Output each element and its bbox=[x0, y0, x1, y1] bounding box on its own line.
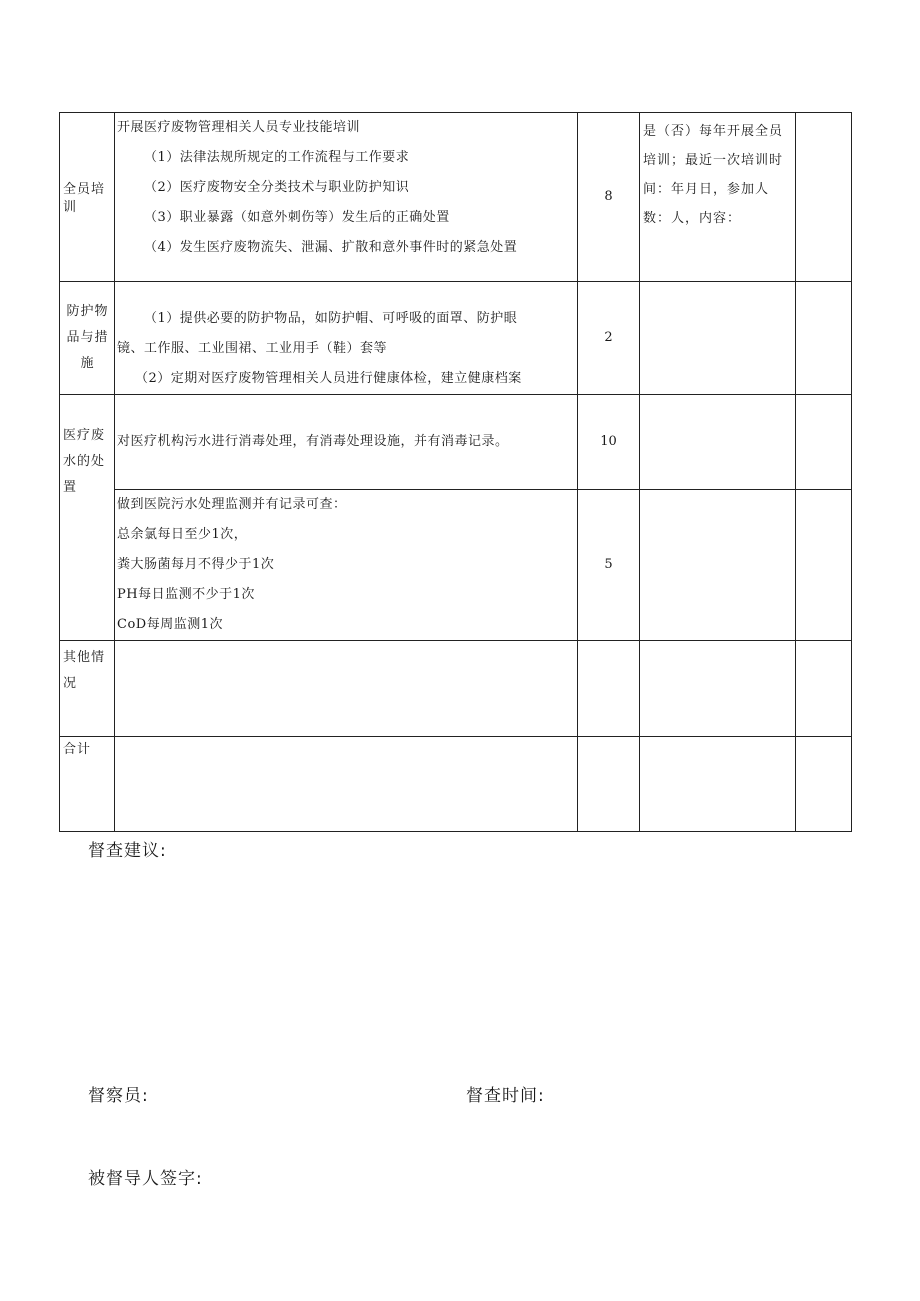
content-cell bbox=[115, 395, 578, 490]
score-cell: 10 bbox=[578, 395, 640, 490]
content-line: CoD每周监测1次 bbox=[117, 617, 223, 632]
category-cell: 防护物品与措施 bbox=[60, 282, 115, 395]
category-cell: 医疗废水的处置 bbox=[60, 395, 115, 641]
score-cell: 5 bbox=[578, 490, 640, 641]
inspection-table bbox=[59, 112, 852, 832]
result-cell bbox=[796, 490, 852, 641]
content-line: 镜、工作服、工业围裙、工业用手（鞋）套等 bbox=[117, 341, 388, 356]
result-cell bbox=[796, 395, 852, 490]
category-cell: 全员培训 bbox=[60, 113, 115, 282]
content-cell bbox=[115, 641, 578, 737]
note-cell bbox=[640, 490, 796, 641]
inspector-label: 督察员: bbox=[88, 1086, 149, 1106]
row-protection bbox=[60, 282, 852, 395]
suggestion-label: 督查建议: bbox=[88, 841, 167, 861]
content-cell bbox=[115, 282, 578, 395]
score-cell bbox=[578, 641, 640, 737]
content-line: （2）定期对医疗废物管理相关人员进行健康体检，建立健康档案 bbox=[135, 371, 522, 386]
category-cell: 其他情况 bbox=[60, 641, 115, 737]
inspection-time-label: 督查时间: bbox=[466, 1086, 545, 1106]
row-other bbox=[60, 641, 852, 737]
result-cell bbox=[796, 641, 852, 737]
content-line: 开展医疗废物管理相关人员专业技能培训 bbox=[117, 120, 361, 135]
content-line: （2）医疗废物安全分类技术与职业防护知识 bbox=[144, 180, 410, 195]
content-line: 粪大肠菌每月不得少于1次 bbox=[117, 557, 275, 572]
result-cell bbox=[796, 737, 852, 832]
row-monitoring bbox=[60, 490, 852, 641]
signature-label: 被督导人签字: bbox=[88, 1169, 203, 1189]
category-cell: 合计 bbox=[60, 737, 115, 832]
content-line: PH每日监测不少于1次 bbox=[117, 587, 255, 602]
row-total bbox=[60, 737, 852, 832]
content-line: （1）法律法规所规定的工作流程与工作要求 bbox=[144, 150, 410, 165]
result-cell bbox=[796, 282, 852, 395]
content-cell bbox=[115, 113, 578, 282]
score-cell bbox=[578, 737, 640, 832]
content-line: （3）职业暴露（如意外刺伤等）发生后的正确处置 bbox=[144, 210, 450, 225]
content-line: 做到医院污水处理监测并有记录可查： bbox=[117, 497, 347, 512]
note-cell bbox=[640, 737, 796, 832]
note-cell: 是（否）每年开展全员培训；最近一次培训时间：年月日，参加人数：人，内容： bbox=[640, 113, 796, 282]
row-training bbox=[60, 113, 852, 282]
content-line: （1）提供必要的防护物品，如防护帽、可呼吸的面罩、防护眼 bbox=[144, 311, 518, 326]
note-cell bbox=[640, 395, 796, 490]
content-cell bbox=[115, 737, 578, 832]
content-line: 对医疗机构污水进行消毒处理，有消毒处理设施，并有消毒记录。 bbox=[117, 434, 509, 449]
content-cell bbox=[115, 490, 578, 641]
content-line: （4）发生医疗废物流失、泄漏、扩散和意外事件时的紧急处置 bbox=[144, 240, 518, 255]
content-line: 总余氯每日至少1次， bbox=[117, 527, 248, 542]
note-cell bbox=[640, 282, 796, 395]
row-wastewater bbox=[60, 395, 852, 490]
result-cell bbox=[796, 113, 852, 282]
note-cell bbox=[640, 641, 796, 737]
score-cell: 2 bbox=[578, 282, 640, 395]
score-cell: 8 bbox=[578, 113, 640, 282]
